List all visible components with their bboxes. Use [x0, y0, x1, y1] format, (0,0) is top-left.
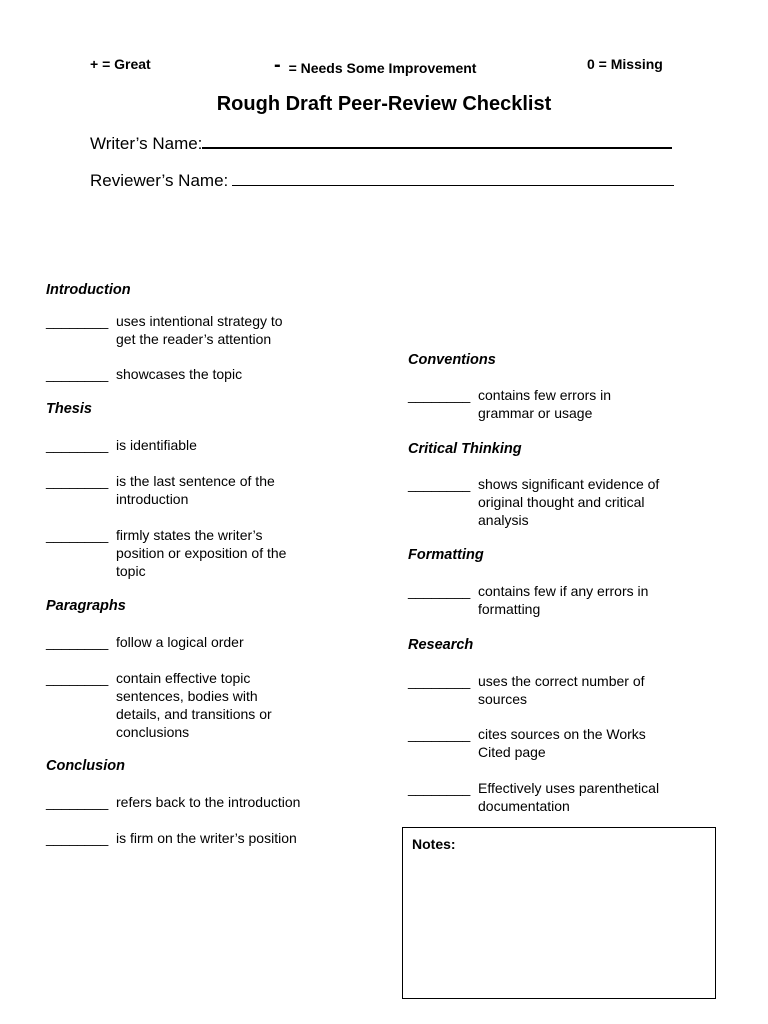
reviewer-name-label: Reviewer’s Name: [90, 171, 229, 190]
heading-thesis: Thesis [46, 401, 92, 417]
checklist-item[interactable] [408, 725, 646, 761]
legend-great: + = Great [90, 56, 151, 72]
checklist-item[interactable] [46, 633, 244, 651]
item-text: contain effective topic sentences, bodies with details, and transitions or conclusions [116, 670, 272, 740]
check-blank[interactable]: ________ [408, 476, 471, 492]
heading-formatting: Formatting [408, 547, 484, 563]
checklist-item[interactable] [408, 475, 659, 529]
item-text: contains few if any errors in formatting [478, 583, 649, 617]
check-blank[interactable]: ________ [46, 670, 109, 686]
heading-conclusion: Conclusion [46, 758, 125, 774]
heading-critical-thinking: Critical Thinking [408, 441, 522, 457]
page-title: Rough Draft Peer-Review Checklist [216, 93, 552, 115]
writer-name-line[interactable] [202, 147, 672, 149]
check-blank[interactable]: ________ [408, 780, 471, 796]
check-blank[interactable]: ________ [46, 634, 109, 650]
check-blank[interactable]: ________ [46, 437, 109, 453]
legend-minus-symbol: - [274, 54, 281, 76]
checklist-item[interactable] [46, 472, 275, 508]
writer-name-field[interactable] [90, 134, 672, 154]
checklist-item[interactable] [46, 365, 242, 383]
check-blank[interactable]: ________ [46, 527, 109, 543]
check-blank[interactable]: ________ [408, 387, 471, 403]
checklist-item[interactable] [46, 526, 286, 580]
item-text: is identifiable [116, 437, 197, 453]
item-text: firmly states the writer’s position or exposition of the topic [116, 527, 287, 579]
item-text: is the last sentence of the introduction [116, 473, 275, 507]
item-text: Effectively uses parenthetical documentation [478, 780, 660, 814]
notes-box[interactable] [402, 827, 716, 999]
check-blank[interactable]: ________ [46, 366, 109, 382]
item-text: refers back to the introduction [116, 794, 301, 810]
item-text: showcases the topic [116, 366, 243, 382]
check-blank[interactable]: ________ [46, 473, 109, 489]
check-blank[interactable]: ________ [46, 313, 109, 329]
heading-introduction: Introduction [46, 282, 131, 298]
check-blank[interactable]: ________ [408, 726, 471, 742]
heading-paragraphs: Paragraphs [46, 598, 126, 614]
legend-missing: 0 = Missing [587, 56, 663, 72]
item-text: uses intentional strategy to get the reader’s attention [116, 313, 283, 347]
item-text: contains few errors in grammar or usage [478, 387, 612, 421]
legend-needs-text: = Needs Some Improvement [288, 60, 477, 76]
item-text: uses the correct number of sources [478, 673, 645, 707]
checklist-item[interactable] [46, 436, 197, 454]
checklist-item[interactable] [408, 386, 611, 422]
checklist-item[interactable] [46, 793, 300, 811]
check-blank[interactable]: ________ [408, 673, 471, 689]
checklist-item[interactable] [46, 312, 283, 348]
check-blank[interactable]: ________ [408, 583, 471, 599]
item-text: shows significant evidence of original thought and critical analysis [478, 476, 660, 528]
checklist-item[interactable] [46, 669, 272, 741]
notes-label: Notes: [412, 836, 456, 852]
heading-conventions: Conventions [408, 352, 496, 368]
checklist-item[interactable] [408, 582, 648, 618]
reviewer-name-field[interactable] [90, 171, 674, 191]
heading-research: Research [408, 637, 474, 653]
writer-name-label: Writer’s Name: [90, 134, 203, 153]
item-text: cites sources on the Works Cited page [478, 726, 646, 760]
check-blank[interactable]: ________ [46, 830, 109, 846]
checklist-item[interactable] [408, 672, 645, 708]
item-text: follow a logical order [116, 634, 244, 650]
legend-needs-improvement [274, 56, 476, 79]
item-text: is firm on the writer’s position [116, 830, 297, 846]
check-blank[interactable]: ________ [46, 794, 109, 810]
checklist-item[interactable] [408, 779, 659, 815]
checklist-item[interactable] [46, 829, 297, 847]
reviewer-name-line[interactable] [232, 185, 674, 186]
